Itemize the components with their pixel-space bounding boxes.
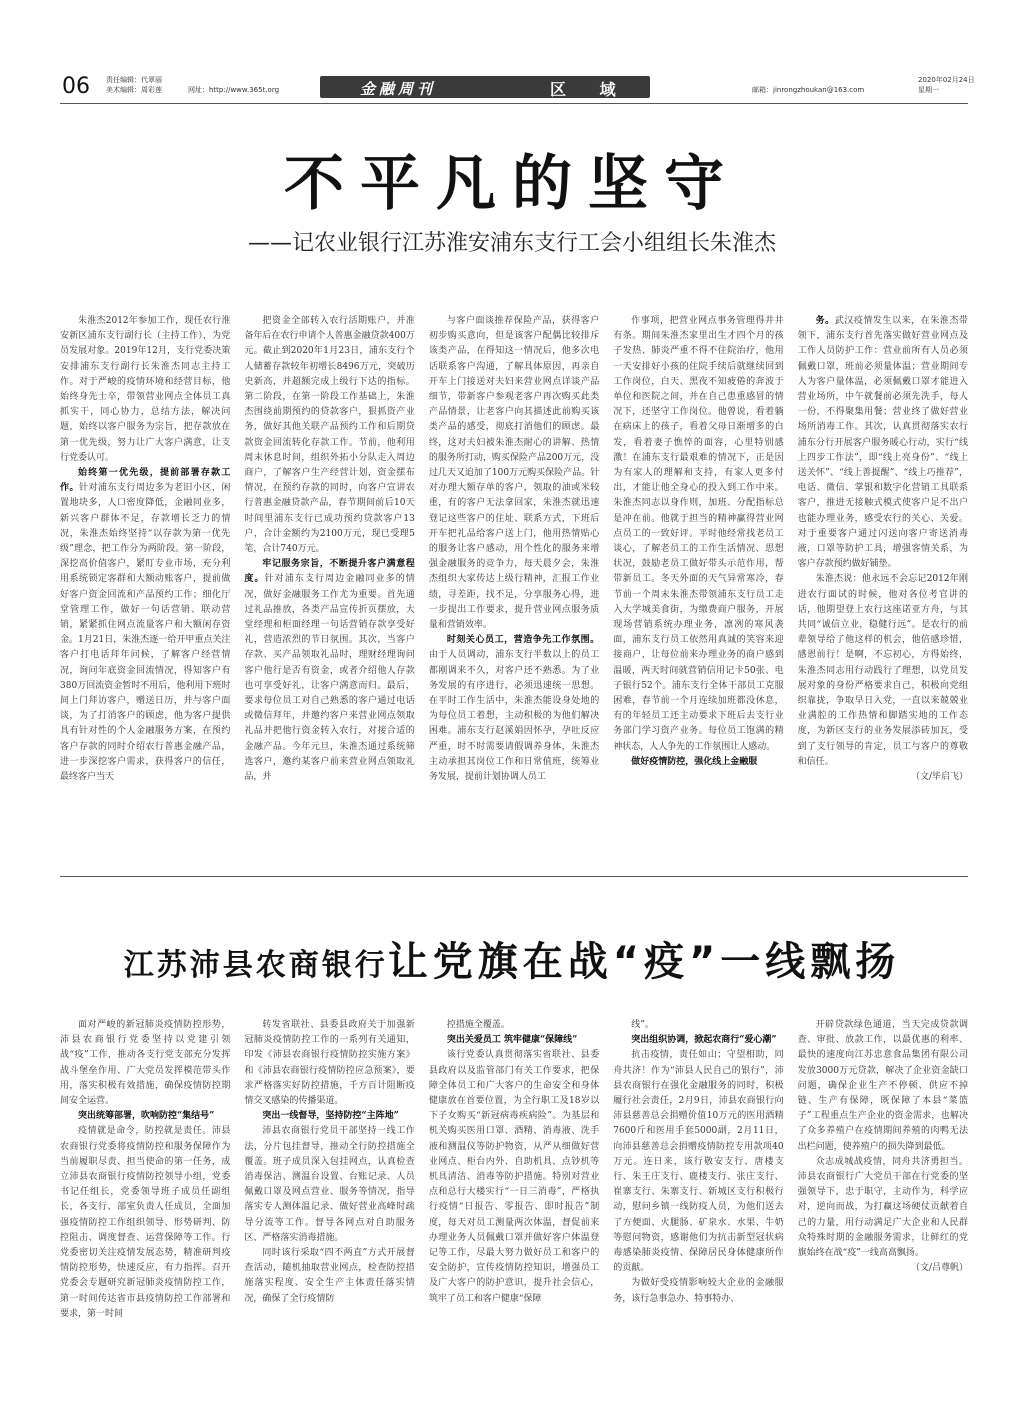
paragraph	[60, 466, 230, 785]
page-number: 06	[62, 74, 90, 99]
article2-column	[244, 1018, 414, 1388]
article1-title: 不平凡的坚守	[284, 149, 740, 219]
paragraph: 同时该行采取“四不两直”方式开展督查活动，随机抽取营业网点，检查防控措施落实程度、安全生产主体责任落实情况，确保了全行疫情防	[244, 1248, 415, 1304]
article2-title-bank: 江苏沛县农商银行	[123, 948, 388, 983]
paragraph: 线”。	[631, 1020, 654, 1030]
article2-column	[798, 1018, 968, 1388]
lead-heading: 牢记服务宗旨，不断提升客户满意程度。	[244, 559, 415, 585]
lead-heading: 务。	[815, 316, 835, 326]
article1-body	[60, 314, 968, 862]
lead-heading: 始终第一优先级，提前部署存款工作。	[60, 468, 231, 494]
article2-column	[613, 1018, 783, 1388]
art-editor: 美术编辑：周彩莲	[106, 86, 162, 94]
page-header	[0, 70, 1024, 104]
issue-date: 2020年02月24日	[918, 76, 975, 84]
publication-name: 金融周刊	[360, 80, 437, 98]
article1-column	[798, 314, 968, 862]
paragraph: 作事项，把营业网点事务管理得井井有条。期间朱淮杰家里出生才四个月的孩子发热、肺炎严重不得不住院治疗，他用一天安排好小孩的住院手续后就继续回到工作岗位，白天、黑夜不知疲倦的奔波于单位和医院之间，并在自己患重感冒的情况下，还坚守工作岗位。他曾说，看着躺在病床上的孩子，看着父母日渐增多的白发，看着妻子憔悴的面容，心里特别感激！在浦东支行最艰难的情况下，正是因为有家人的理解和支持，有家人更多付出，才能让他全身心的投入到工作中来。朱淮杰同志以身作则，加班、分配指标总是冲在前。他就于担当的精神赢得营业网点员工的一致好评。平时他经常找老员工谈心，了解老员工的工作生活情况、思想状况，鼓励老员工做好带头示范作用，帮带新员工。冬天外面的天气异常寒冷，春节前一个周末朱淮杰带领浦东支行员工走入大学城美食街，为缴费商户服务，开展现场营销系统办理业务，凛冽的寒风袭面，浦东支行员工依然用真诚的笑容来迎接商户，让每位前来办理业务的商户感到温暖，两天时间就营销信用记卡50张、电子银行52个。浦东支行全体干部员工克服困难，春节前一个月连续加班都没休息，有的年轻员工还主动要求下班后去支行业务部门学习资产业务。每位员工饱满的精神状态，人人争先的工作氛围让人感动。	[613, 316, 784, 752]
paragraph: 把资金全部转入农行活期账户，并准备年后在农行申请个人普惠金融贷款400万元。截止到2020年1月23日，浦东支行个人储蓄存款较年初增长8496万元，突破历史新高，并超额完成上级行下达的指标。第二阶段，在第一阶段工作基础上，朱淮杰围绕前期预约的贷款客户，狠抓资产业务，做好其他关联产品预约工作和后期贷款资金回流转化存款工作。节前，他利用周末休息时间，组织外拓小分队走入周边商户，了解客户生产经营计划，资金摆布情况，在预约存款的同时，向客户宣讲农行普惠金融贷款产品，春节期间前后10天时间里浦东支行已成功预约贷款客户13户，合计金额约为2100万元，现已受理5笔，合计740万元。	[244, 316, 415, 555]
paragraph: 朱淮杰说：他永远不会忘记2012年刚进农行面试的时候，他对各位考官讲的话，他期望登上农行这座诺亚方舟，与其共同“诚信立业，稳健行远”。是农行的前辈领导给了他这样的机会，他倍感珍惜，感恩前行！是啊，不忘初心，方得始终，朱淮杰同志用行动践行了理想，以党员发展对象的身份严格要求自己，积极向党组织靠拢，争取早日入党，一直以来兢兢业业满腔的工作热情和脚踏实地的工作态度，为新区支行的业务发展添砖加瓦，受到了支行领导的肯定，员工与客户的尊敬和信任。	[797, 574, 969, 767]
section-heading: 突出统筹部署，吹响防控“集结号”	[78, 1111, 215, 1122]
issue-weekday: 星期一	[918, 86, 939, 94]
paragraph: 为做好受疫情影响较大企业的金融服务，该行急事急办、特事特办、	[613, 1278, 784, 1304]
article2-body	[60, 1018, 968, 1388]
paragraph-text: 针对浦东支行周边金融同业多的情况，做好金融服务工作尤为重要。首先通过礼品推放，各类产品宣传折页摆放，大堂经理和柜面经理一句话营销存款享受好礼，营造浓烈的节日氛围。其次，当客户存款、买产品领取礼品时，理财经理询问客户他行是否有资金，或者介绍他人存款也可享受好礼，让客户满意而归。最后，要求每位员工对自己熟悉的客户通过电话或微信拜年，并邀约客户来营业网点领取礼品并把他行资金转入农行，对接合适的金融产品。今年元旦，朱淮杰通过系统筛选客户，邀约某客户前来营业网点领取礼品，并	[244, 574, 415, 783]
section-heading: 突出一线督导，坚持防控“主阵地”	[262, 1111, 399, 1122]
article1-subtitle: ——记农业银行江苏淮安浦东支行工会小组组长朱淮杰	[247, 231, 776, 256]
paragraph: 疫情就是命令，防控就是责任。沛县农商银行党委将疫情防控和服务保障作为当前履职尽责、担当使命的第一任务，成立沛县农商银行疫情防控领导小组，党委书记任组长，党委领导班子成员任副组长，各支行、部室负责人任成员，全面加强疫情防控工作组织领导、形势研判、防控阻击、调度督查、运营保障等工作。行党委密切关注疫情发展态势，精准研判疫情防控形势，快速反应，有力指挥。召开党委会专题研究新冠肺炎疫情防控工作，第一时间传达省市县疫情防控工作部署和要求，第一时间	[60, 1126, 231, 1319]
section-heading: 突出关爱员工 筑牢健康“保障线”	[446, 1035, 578, 1046]
issue-date-block	[918, 75, 975, 95]
paragraph: 朱淮杰2012年参加工作，现任农行淮安新区浦东支行副行长（主持工作），为党员发展对象。2019年12月，支行党委决策安排浦东支行副行长朱淮杰同志主持工作。对于严峻的疫情环境和经营目标，他始终身先士卒，带领营业网点全体员工真抓实干，同心协力，总结方法，解决问题，始终以客户服务为宗旨，把存款放在第一优先级，努力让广大客户满意，让支行党委认可。	[60, 316, 231, 463]
paragraph: 沛县农商银行党员干部坚持一线工作法，分片包挂督导，推动全行防控措施全覆盖。班子成员深入包挂网点，认真检查消毒保洁、测温台设置、台账记录、人员佩戴口罩及网点营业、服务等情况，指导落实专人测体温记录、做好营业高峰时疏导分流等工作。督导各网点对自助服务区、严格落实消毒措施。	[244, 1126, 415, 1243]
responsible-editor: 责任编辑：代翠丽	[106, 76, 162, 84]
paragraph: 控措施全覆盖。	[446, 1020, 510, 1030]
paragraph-text: 武汉疫情发生以来，在朱淮杰带领下，浦东支行首先落实做好营业网点及工作人员防护工作：营业前所有人员必须佩戴口罩，班前必须量体温；营业期间专人为客户量体温，必须佩戴口罩才能进入营业场所，中午就餐前必须先洗手，每人一份，不得聚集用餐；营业终了做好营业场所消毒工作。其次，认真贯彻落实农行浦东分行开展客户服务暖心行动，实行“线上四步工作法”，即“线上亮身份”、“线上送关怀”、“线上善提醒”、“线上巧推荐”，电话、微信、掌银和数字化营销工具联系客户，推进无接触式模式使客户足不出户也能办理业务，感受农行的关心、关爱。对于重要客户通过闪送向客户寄送消毒液，口罩等防护工具，增强客情关系，为客户存款预约做好铺垫。	[797, 316, 969, 570]
article2-column	[60, 1018, 230, 1388]
article1-column	[613, 314, 783, 862]
section-heading: 做好疫情防控，强化线上金融服	[631, 756, 758, 767]
masthead-bar	[320, 76, 650, 98]
header-divider	[60, 103, 968, 104]
paragraph	[429, 633, 599, 785]
paragraph: 与客户面谈推荐保险产品，获得客户初步购买意向，但是该客户配偶比较排斥该类产品，在得知这一情况后，他多次电话联系客户沟通，了解具体原因，再亲自开车上门接送对夫妇来营业网点详谈产品细节，带新客户参观老客户再次购买此类产品情景，让老客户向其描述此前购买该类产品的感受，彻底打消他们的顾虑。最终，这对夫妇被朱淮杰耐心的讲解、热情的服务所打动，购买保险产品200万元，没过几天又追加了100万元购买保险产品。针对办理大额存单的客户，领取的油或米较重，有的客户无法拿回家，朱淮杰就迅速登记这些客户的住址、联系方式，下班后开车把礼品给客户送上门，他用热情贴心的服务让客户感动，用个性化的服务来增强金融服务的竞争力，每天晨夕会，朱淮杰组织大家传达上级行精神，汇报工作业绩，寻差距，找不足，分享服务心得，进一步提出工作要求，提升营业网点服务质量和营销效率。	[428, 316, 600, 631]
editor-credits	[106, 75, 162, 95]
article2-title-main: 让党旗在战“疫”一线飘扬	[387, 939, 901, 985]
article1-column	[244, 314, 414, 862]
paragraph: 抗击疫情，责任如山；守望相助，同舟共济！作为“沛县人民自己的银行”，沛县农商银行在强化金融服务的同时，积极履行社会责任，2月9日，沛县农商银行向沛县慈善总会捐赠价值10万元的医用酒精7600斤和医用手套5000副，2月11日，向沛县慈善总会捐赠疫情防控专用款项40万元。连日来，该行敬安支行、唐楼支行、朱王庄支行、鹿楼支行、张庄支行、崔寨支行、朱寨支行、新城区支行积极行动，慰问乡镇一线防疫人员，为他们送去了方便面、火腿肠、矿泉水、水果、牛奶等慰问物资，感谢他们为抗击新型冠状病毒感染肺炎疫情、保障居民身体健康所作的贡献。	[613, 1050, 784, 1274]
article2-column	[429, 1018, 599, 1388]
author-byline: （文/吕尊帆）	[910, 1263, 969, 1274]
paragraph	[244, 557, 414, 785]
paragraph: 该行党委认真贯彻落实省联社、县委县政府以及监管部门有关工作要求，把保障全体员工和广大客户的生命安全和身体健康放在首要位置，为全行职工及18岁以下子女购买“新冠病毒疾病险”。为基层和机关购买医用口罩、酒精、消毒液、洗手液和测温仪等防护物资，从严从细做好营业网点、柜台内外、自助机具、点钞机等机具清洁、消毒等防护措施。特别对营业点和总行大楼实行“一日三消毒”，严格执行疫情“日报告、零报告、即时报告”制度，每天对员工测量两次体温，督促前来办理业务人员佩戴口罩并做好客户体温登记等工作，尽最大努力做好员工和客户的安全防护，宣传疫情防控知识，增强员工及广大客户的防护意识，提升社会信心，筑牢了员工和客户健康“保障	[428, 1050, 600, 1304]
section-name: 区 域	[550, 80, 630, 99]
article-divider	[60, 876, 968, 877]
article1-column	[60, 314, 230, 862]
paragraph: 开辟贷款绿色通道，当天完成贷款调查、审批、放款工作，以最优惠的利率、最快的速度向江苏忠意食品集团有限公司发放3000万元贷款，解决了企业资金缺口问题，确保企业生产不停顿、供应不掉链、生产有保障，既保障了本县“菜篮子”工程重点生产企业的资金需求，也解决了众多养殖户在疫情期间养殖的肉鸭无法出栏问题，使养殖户的损失降到最低。	[797, 1020, 969, 1152]
author-byline: （文/毕启飞）	[910, 772, 969, 783]
lead-heading: 时刻关心员工，营造争先工作氛围。	[446, 635, 600, 646]
paragraph-text: 由于人员调动，浦东支行半数以上的员工都刚调来不久，对客户还不熟悉。为了业务发展的有序进行，必须迅速统一思想。在平时工作生活中，朱淮杰能设身处地的为每位员工着想，主动积极的为他们解决困难。浦东支行赵溪娟因怀孕，孕吐反应严重，时不时需要请假调养身体，朱淮杰主动承担其岗位工作和日常值班，统筹业务发展，提前计划协调人员工	[428, 650, 600, 783]
paragraph-text: 针对浦东支行周边多为老旧小区，闲置地块多，人口密度降低，金融同业多，新兴客户群体不足，存款增长乏力的情况，朱淮杰始终坚持“以存款为第一优先级”理念，把工作分为两阶段。第一阶段，深挖高价值客户，紧盯专业市场，充分利用系统锁定客群和大额动账客户，提前做好客户资金回流和产品预约工作；细化厅堂管理工作，做好一句话营销、联动营销，紧紧抓住网点流量客户和大额闲存资金。1月21日，朱淮杰逐一给开甲重点关注客户打电话拜年问候，了解客户经营情况，询问年底资金回流情况，得知客户有380万回流资金暂时不用后，他利用下班时间上门拜访客户，赠送日历，并与客户面谈，为了打消客户的顾虑，他为客户提供具有针对性的个人金融服务方案，在预约客户存款的同时介绍农行普惠金融产品，进一步深挖客户需求，获得客户的信任，最终客户当天	[60, 483, 231, 783]
website: 网址：http://www.365t.org	[188, 86, 280, 94]
paragraph	[798, 314, 968, 572]
paragraph: 转发省联社、县委县政府关于加强新冠肺炎疫情防控工作的一系列有关通知，印发《沛县农商银行疫情防控实施方案》和《沛县农商银行疫情防控应急预案》，要求严格落实好防控措施，千方百计阻断疫情交叉感染的传播渠道。	[244, 1020, 415, 1107]
paragraph: 众志成城战疫情，同舟共济勇担当。沛县农商银行广大党员干部在行党委的坚强领导下，忠于职守，主动作为，科学应对，逆向而战，为打赢这场硬仗贡献着自己的力量，用行动满足广大企业和人民群众特殊时期的金融服务需求，让鲜红的党旗始终在战“疫”一线高高飘扬。	[797, 1156, 969, 1259]
section-heading: 突出组织协调，掀起农商行“爱心潮”	[631, 1035, 777, 1046]
article1-column	[429, 314, 599, 862]
article2-title	[0, 930, 1024, 987]
paragraph: 面对严峻的新冠肺炎疫情防控形势，沛县农商银行党委坚持以党建引领战“疫”工作，推动各支行党支部充分发挥战斗堡垒作用、广大党员发挥模范带头作用，落实积极有效措施，确保疫情防控期间安全运营。	[60, 1020, 231, 1107]
email: 邮箱：jinrongzhoukan@163.com	[752, 86, 865, 94]
